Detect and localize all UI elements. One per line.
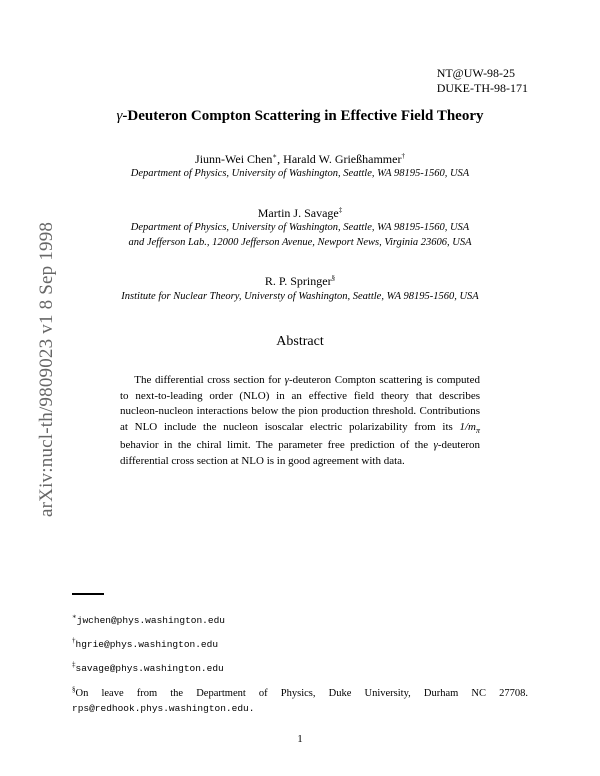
report-number: DUKE-TH-98-171: [436, 81, 528, 95]
report-number: NT@UW-98-25: [436, 66, 516, 80]
footnote-text: On leave from the Department of Physics, Duke University, Durham NC 27708.: [75, 688, 528, 699]
footnote-mark: §: [331, 274, 336, 282]
footnote-email: jwchen@phys.washington.edu: [76, 615, 225, 626]
report-numbers: [437, 66, 528, 96]
footnote-3: [72, 661, 528, 676]
footnote-mark: §: [72, 685, 76, 694]
abstract-heading: Abstract: [276, 334, 324, 349]
abstract-body: [120, 373, 480, 469]
gamma-symbol: γ: [284, 374, 290, 386]
footnote-mark: ∗: [272, 152, 278, 160]
affiliation-line: and Jefferson Lab., 12000 Jefferson Avenue, Newport News, Virginia 23606, USA: [128, 236, 472, 248]
footnote-2: [72, 637, 528, 652]
math-expression: 1/m: [459, 420, 476, 433]
affiliation-line: Department of Physics, University of Washington, Seattle, WA 98195-1560, USA: [130, 222, 470, 233]
affiliation-2: [0, 221, 600, 250]
abstract-text: behavior in the chiral limit. The parameter free prediction of the: [120, 439, 434, 452]
title-text: -Deuteron Compton Scattering in Effective Field Theory: [122, 108, 484, 124]
author-name: Martin J. Savage: [257, 206, 339, 220]
gamma-symbol: γ: [433, 439, 438, 452]
arxiv-identifier-stamp: arXiv:nucl-th/9809023 v1 8 Sep 1998: [36, 221, 57, 517]
author-name: , Harald W. Grießhammer: [277, 152, 402, 166]
author-name: R. P. Springer: [264, 274, 332, 288]
footnote-4: [72, 686, 528, 716]
footnote-mark: ‡: [72, 660, 76, 669]
math-subscript: π: [475, 425, 480, 435]
affiliation-3: Institute for Nuclear Theory, Universty of Washington, Seattle, WA 98195-1560, USA: [121, 291, 479, 302]
footnote-mark: †: [401, 152, 405, 160]
paper-title: [0, 108, 600, 125]
author-line-3: [0, 274, 600, 289]
footnote-mark: ∗: [72, 612, 77, 621]
page-number: 1: [297, 733, 303, 745]
footnote-email: savage@phys.washington.edu: [75, 663, 224, 674]
author-line-1: [0, 152, 600, 167]
abstract-text: -deuteron differential cross section at NLO is in good agreement with data.: [120, 439, 480, 467]
abstract-text: The differential cross section for: [134, 374, 285, 386]
footnote-1: [72, 613, 528, 628]
footnote-email: hgrie@phys.washington.edu: [75, 639, 219, 650]
footnote-mark: †: [72, 636, 76, 645]
footnote-mark: ‡: [338, 206, 343, 214]
affiliation-1: Department of Physics, University of Washington, Seattle, WA 98195-1560, USA: [130, 168, 470, 179]
author-line-2: [0, 206, 600, 221]
author-name: Jiunn-Wei Chen: [195, 152, 273, 166]
footnote-line: [72, 686, 528, 701]
footnote-email: rps@redhook.phys.washington.edu.: [72, 703, 255, 714]
footnote-separator: [72, 593, 104, 595]
title-gamma-symbol: γ: [116, 108, 123, 124]
abstract-text: -deuteron Compton scattering is computed to next-to-leading order (NLO) in an effective field theory that describes nucleon-nucleon interactions below the pion production threshold. Contributions at NLO include the nucleon isoscalar electric polarizability from its: [120, 374, 480, 433]
